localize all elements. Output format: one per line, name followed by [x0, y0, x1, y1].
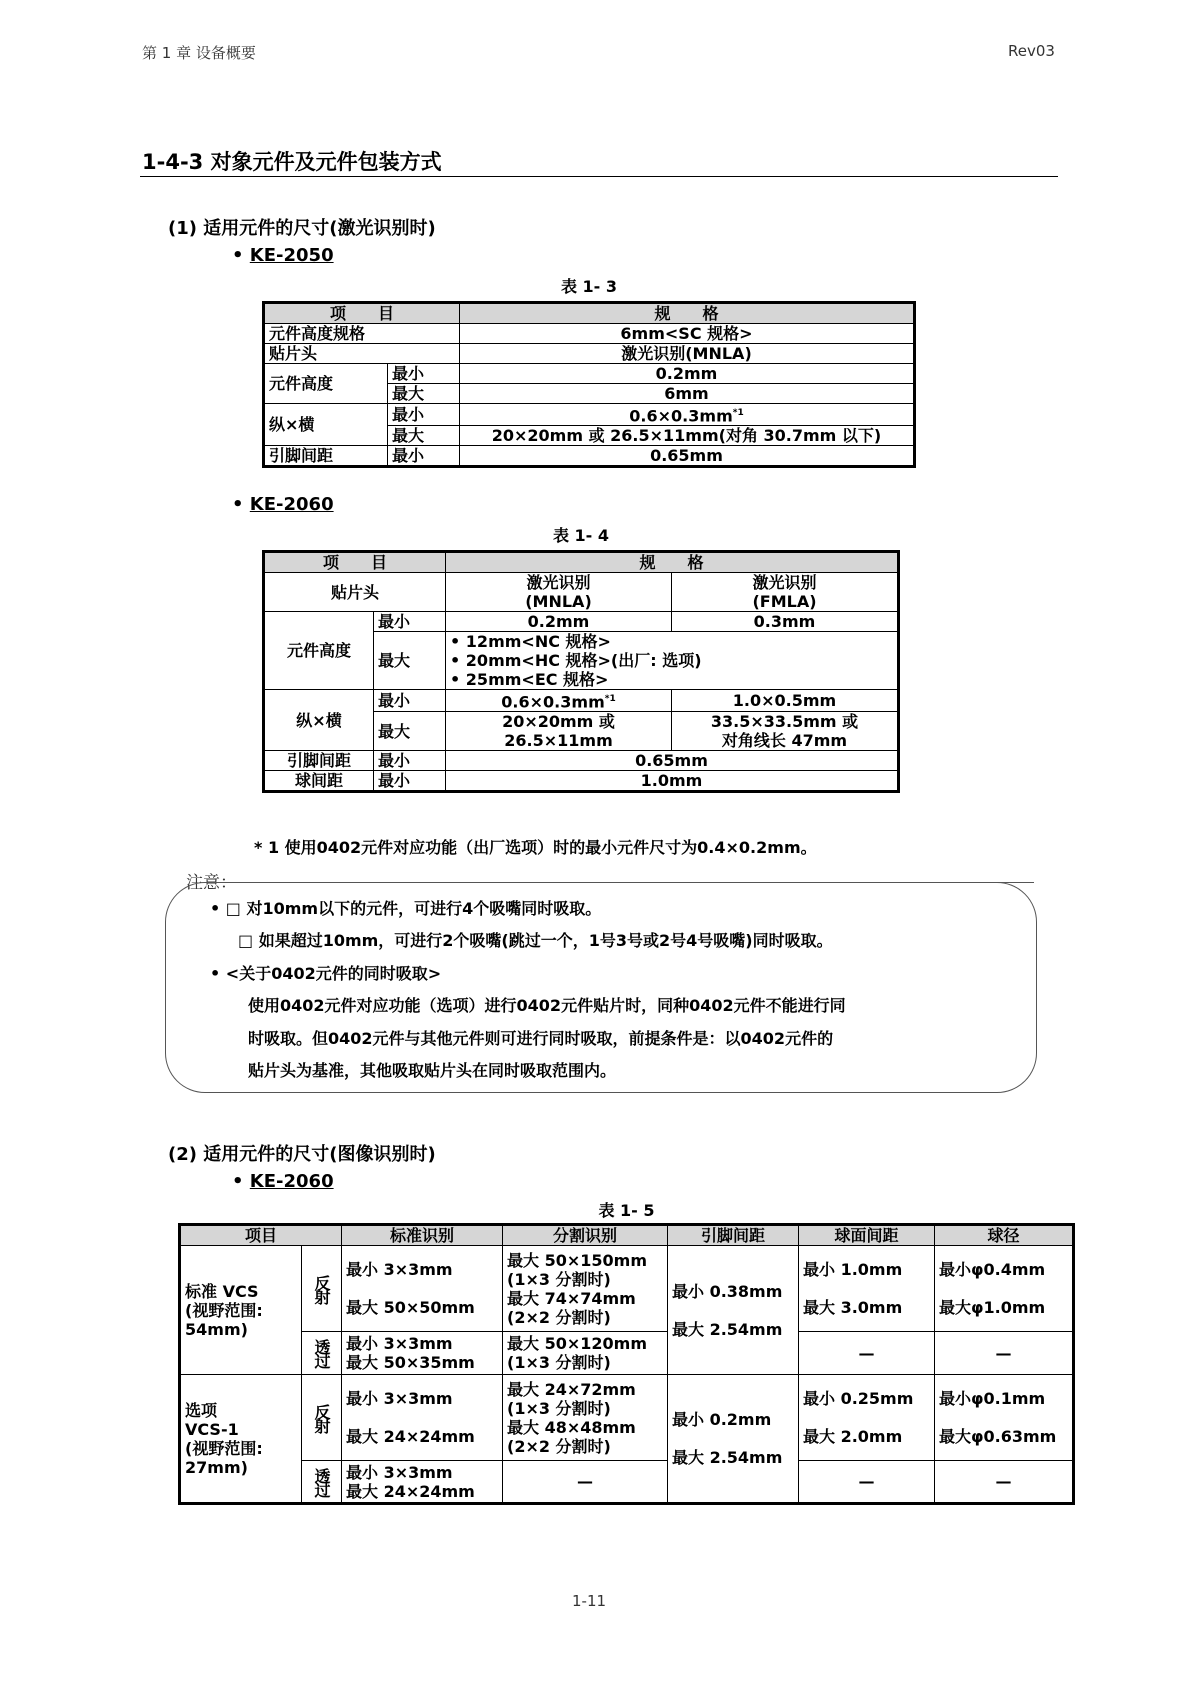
table-cell: 最小 0.25mm 最大 2.0mm	[799, 1375, 935, 1461]
table-cell: 激光识别(MNLA)	[460, 344, 915, 364]
table-cell: 反射	[302, 1375, 342, 1461]
table-1-5	[178, 1223, 1075, 1505]
table-cell: • 12mm<NC 规格>	[450, 632, 611, 651]
table-cell: 最小 1.0mm 最大 3.0mm	[799, 1246, 935, 1332]
table-cell: 元件高度	[264, 612, 374, 690]
table-cell: 球面间距	[799, 1225, 935, 1246]
table-1-4	[262, 550, 900, 793]
table-cell: 最大	[388, 384, 460, 404]
table-1-3	[262, 301, 916, 468]
table-cell: 最小 3×3mm 最大 24×24mm	[342, 1375, 503, 1461]
table-cell: 20×20mm 或 26.5×11mm(对角 30.7mm 以下)	[460, 426, 915, 446]
model-ke2060-vision: • KE-2060	[232, 1171, 334, 1192]
table-cell: —	[503, 1461, 668, 1504]
table-cell: —	[799, 1332, 935, 1375]
table-cell: 反射	[302, 1246, 342, 1332]
table-cell: 最小 3×3mm 最大 50×35mm	[342, 1332, 503, 1375]
table-cell: 引脚间距	[264, 751, 374, 771]
table-cell: 最大	[374, 712, 446, 751]
table-cell: 规 格	[446, 552, 899, 573]
note-line-1: • □ 对10mm以下的元件，可进行4个吸嘴同时吸取。	[210, 899, 602, 918]
table-cell: KE-2060	[249, 494, 334, 515]
table-cell: 最小φ0.1mm 最大φ0.63mm	[935, 1375, 1074, 1461]
table-cell: 项 目	[264, 552, 446, 573]
table-cell: —	[935, 1332, 1074, 1375]
table-cell: 最大	[374, 632, 446, 690]
table-cell: 最小	[388, 446, 460, 467]
table-cell: 项 目	[264, 303, 460, 324]
table-cell: 最小 0.2mm 最大 2.54mm	[668, 1375, 799, 1504]
table-cell: 0.65mm	[460, 446, 915, 467]
footnote: * 1 使用0402元件对应功能（出厂选项）时的最小元件尺寸为0.4×0.2mm。	[254, 838, 817, 857]
table-cell: 元件高度规格	[264, 324, 460, 344]
divider	[140, 176, 1058, 177]
table-cell: 标准 VCS (视野范围: 54mm)	[180, 1246, 302, 1375]
page-number: 1-11	[572, 1592, 607, 1610]
section-title: 1-4-3 对象元件及元件包装方式	[142, 150, 442, 174]
note-line-4: 使用0402元件对应功能（选项）进行0402元件贴片时，同种0402元件不能进行同	[248, 996, 846, 1015]
table-cell: 1.0mm	[446, 771, 899, 792]
table-caption: 表 1- 5	[598, 1201, 655, 1220]
table-cell: 0.6×0.3mm	[501, 692, 605, 712]
table-cell: 20×20mm 或 26.5×11mm	[446, 712, 672, 751]
table-cell: 0.2mm	[446, 612, 672, 632]
table-cell: 最小	[374, 612, 446, 632]
table-cell: KE-2060	[249, 1171, 334, 1192]
note-line-3: • <关于0402元件的同时吸取>	[210, 964, 442, 983]
table-cell: 6mm<SC 规格>	[460, 324, 915, 344]
table-cell: 贴片头	[264, 573, 446, 612]
table-cell: *1	[604, 694, 616, 704]
table-cell: 最小	[374, 751, 446, 771]
table-cell: 贴片头	[264, 344, 460, 364]
table-cell: 纵×横	[264, 690, 374, 751]
table-cell: 纵×横	[264, 404, 388, 446]
table-caption: 表 1- 4	[552, 526, 610, 545]
table-cell: 最小 3×3mm 最大 50×50mm	[342, 1246, 503, 1332]
table-cell: 引脚间距	[264, 446, 388, 467]
model-ke2060: • KE-2060	[232, 494, 334, 515]
table-cell: 球径	[935, 1225, 1074, 1246]
table-cell: 激光识别 (MNLA)	[446, 573, 672, 612]
table-cell: 选项 VCS-1 (视野范围: 27mm)	[180, 1375, 302, 1504]
table-cell: 规 格	[460, 303, 915, 324]
note-line-5: 时吸取。但0402元件与其他元件则可进行同时吸取，前提条件是：以0402元件的	[248, 1029, 834, 1048]
table-cell: 最小	[374, 690, 446, 712]
subsection-1: (1) 适用元件的尺寸(激光识别时)	[168, 218, 436, 239]
note-line-6: 贴片头为基准，其他吸取贴片头在同时吸取范围内。	[248, 1061, 617, 1080]
table-cell: 项目	[180, 1225, 342, 1246]
table-cell: *1	[732, 408, 744, 418]
table-cell: 最大 24×72mm (1×3 分割时) 最大 48×48mm (2×2 分割时)	[503, 1375, 668, 1461]
table-cell: 33.5×33.5mm 或 对角线长 47mm	[672, 712, 899, 751]
chapter-header: 第 1 章 设备概要	[142, 44, 256, 62]
table-cell: • 25mm<EC 规格>	[450, 670, 609, 689]
table-caption: 表 1- 3	[560, 277, 618, 296]
revision: Rev03	[1008, 42, 1055, 60]
note-line-2: □ 如果超过10mm，可进行2个吸嘴(跳过一个，1号3号或2号4号吸嘴)同时吸取。	[238, 931, 833, 950]
table-cell: 最小φ0.4mm 最大φ1.0mm	[935, 1246, 1074, 1332]
table-cell: —	[935, 1461, 1074, 1504]
table-cell: 最小 3×3mm 最大 24×24mm	[342, 1461, 503, 1504]
table-cell: 0.6×0.3mm	[629, 406, 733, 426]
table-cell: KE-2050	[249, 245, 334, 266]
table-cell: 最小	[374, 771, 446, 792]
table-cell: 0.65mm	[446, 751, 899, 771]
table-cell: 0.2mm	[460, 364, 915, 384]
table-cell: 分割识别	[503, 1225, 668, 1246]
note-label: 注意：	[186, 873, 237, 893]
table-cell: 透过	[302, 1332, 342, 1375]
table-cell: 最小 0.38mm 最大 2.54mm	[668, 1246, 799, 1375]
table-cell: 元件高度	[264, 364, 388, 404]
table-cell: 标准识别	[342, 1225, 503, 1246]
table-cell: 最大	[388, 426, 460, 446]
table-cell: 透过	[302, 1461, 342, 1504]
table-cell: 引脚间距	[668, 1225, 799, 1246]
table-cell: 最大 50×120mm (1×3 分割时)	[503, 1332, 668, 1375]
table-cell: 0.3mm	[672, 612, 899, 632]
table-cell: 最小	[388, 404, 460, 426]
table-cell: 最小	[388, 364, 460, 384]
table-cell: 6mm	[460, 384, 915, 404]
table-cell: —	[799, 1461, 935, 1504]
table-cell: 最大 50×150mm (1×3 分割时) 最大 74×74mm (2×2 分割时)	[503, 1246, 668, 1332]
table-cell: • 20mm<HC 规格>(出厂: 选项)	[450, 651, 702, 670]
table-cell: 1.0×0.5mm	[672, 690, 899, 712]
subsection-2: (2) 适用元件的尺寸(图像识别时)	[168, 1144, 436, 1165]
table-cell: 球间距	[264, 771, 374, 792]
model-ke2050: • KE-2050	[232, 245, 334, 266]
table-cell: 激光识别 (FMLA)	[672, 573, 899, 612]
